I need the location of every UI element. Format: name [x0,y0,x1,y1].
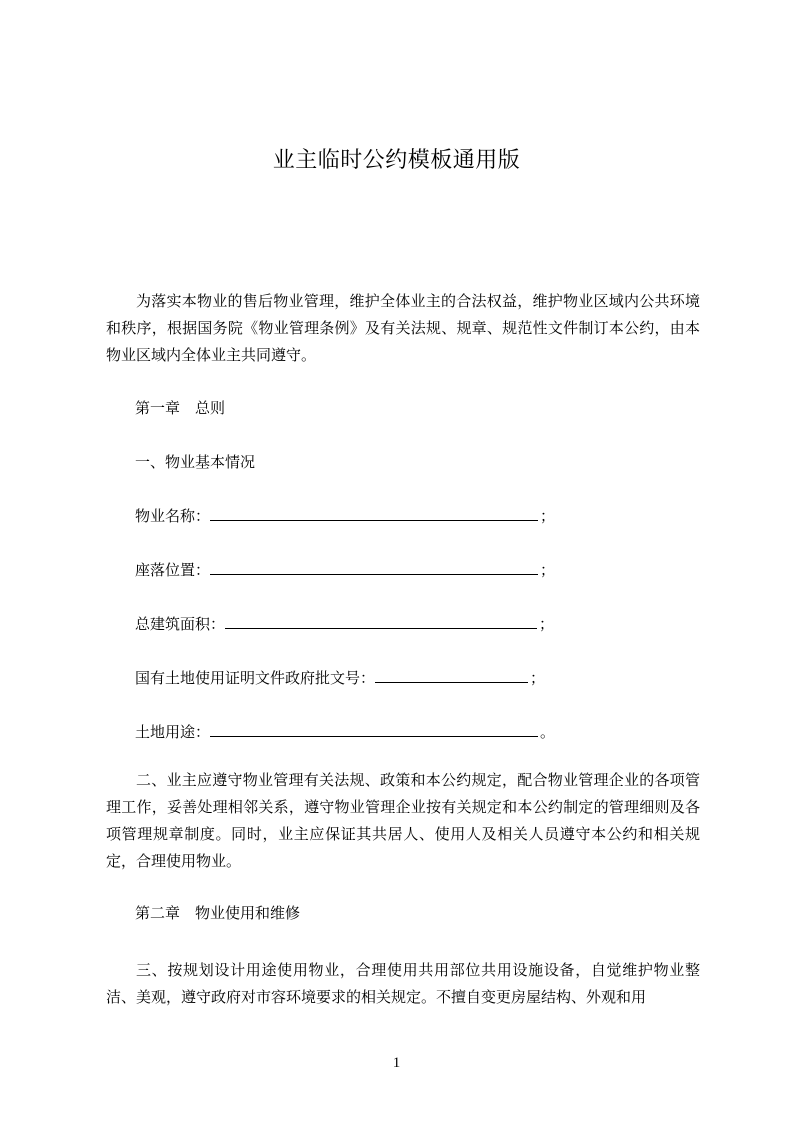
blank-line [225,614,537,629]
field-end: 。 [540,723,556,741]
blank-line [210,722,538,737]
field-location [135,560,555,580]
intro-paragraph: 为落实本物业的售后物业管理，维护全体业主的合法权益，维护物业区域内公共环境和秩序，根据国务院《物业管理条例》及有关法规、规章、规范性文件制订本公约，由本物业区域内全体业主共同遵守。 [106,292,700,364]
field-label: 座落位置： [135,561,211,579]
field-land-approval-number [135,668,545,688]
blank-line [210,506,538,521]
blank-line [375,668,528,683]
chapter-2-name: 物业使用和维修 [195,904,301,922]
chapter-2-number: 第二章 [135,904,181,922]
page-number: 1 [392,1055,401,1071]
field-end: ； [530,669,546,687]
field-label: 物业名称： [135,507,211,525]
field-label: 总建筑面积： [135,615,226,633]
section-1-heading: 一、物业基本情况 [135,453,256,471]
section-2-paragraph: 二、业主应遵守物业管理有关法规、政策和本公约规定，配合物业管理企业的各项管理工作，妥善处理相邻关系，遵守物业管理企业按有关规定和本公约制定的管理细则及各项管理规章制度。同时，业主应保证其共居人、使用人及相关人员遵守本公约和相关规定，合理使用物业。 [106,771,700,870]
field-label: 国有土地使用证明文件政府批文号： [135,669,376,687]
chapter-1-name: 总则 [195,399,226,417]
section-3-paragraph: 三、按规划设计用途使用物业，合理使用共用部位共用设施设备，自觉维护物业整洁、美观，遵守政府对市容环境要求的相关规定。不擅自变更房屋结构、外观和用 [106,961,700,1006]
field-end: ； [540,507,556,525]
field-end: ； [539,615,555,633]
chapter-2-heading [135,903,300,923]
chapter-1-number: 第一章 [135,399,181,417]
field-label: 土地用途： [135,723,211,741]
blank-line [210,560,538,575]
field-total-floor-area [135,614,554,634]
document-title: 业主临时公约模板通用版 [272,148,521,173]
chapter-1-heading [135,398,225,418]
field-land-use [135,722,555,742]
field-end: ； [540,561,556,579]
field-property-name [135,506,555,526]
